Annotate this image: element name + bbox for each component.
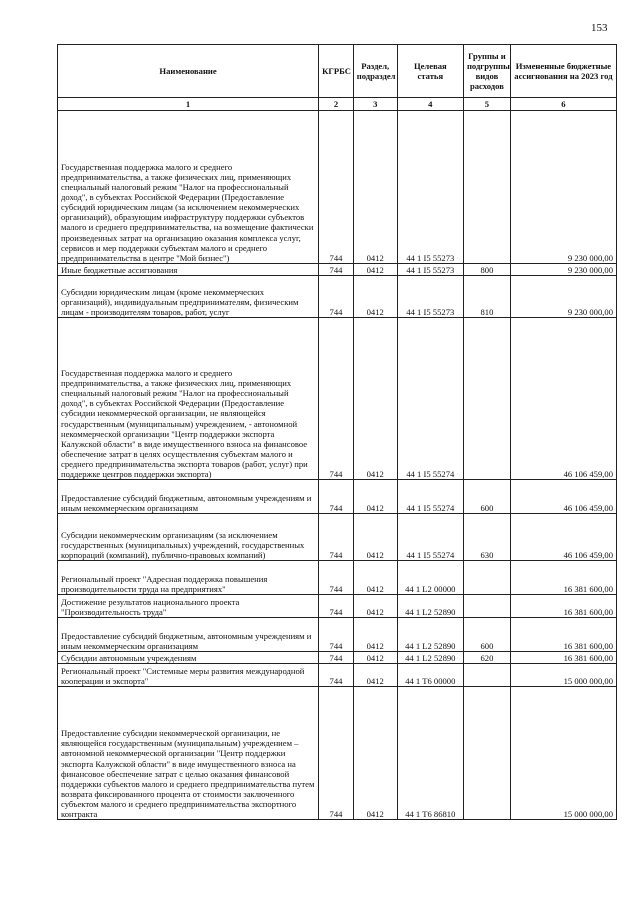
column-number: 4 — [397, 98, 463, 111]
column-number: 5 — [463, 98, 510, 111]
row-amount: 16 381 600,00 — [510, 561, 616, 595]
row-section: 0412 — [353, 111, 397, 264]
row-target-article: 44 1 L2 52890 — [397, 652, 463, 664]
row-expense-type: 620 — [463, 652, 510, 664]
row-amount: 46 106 459,00 — [510, 318, 616, 480]
row-section: 0412 — [353, 480, 397, 514]
row-kgrbs: 744 — [319, 652, 354, 664]
row-kgrbs: 744 — [319, 595, 354, 618]
row-expense-type: 810 — [463, 276, 510, 318]
row-target-article: 44 1 L2 52890 — [397, 618, 463, 652]
table-row — [58, 480, 617, 514]
row-expense-type: 800 — [463, 264, 510, 276]
row-expense-type: 600 — [463, 618, 510, 652]
row-expense-type — [463, 111, 510, 264]
row-name: Региональный проект "Системные меры развития международной кооперации и экспорта" — [58, 664, 319, 687]
row-target-article: 44 1 I5 55274 — [397, 514, 463, 561]
row-target-article: 44 1 T6 00000 — [397, 664, 463, 687]
row-expense-type: 630 — [463, 514, 510, 561]
row-kgrbs: 744 — [319, 664, 354, 687]
row-section: 0412 — [353, 652, 397, 664]
row-amount: 9 230 000,00 — [510, 264, 616, 276]
row-name: Иные бюджетные ассигнования — [58, 264, 319, 276]
row-name: Предоставление субсидии некоммерческой организации, не являющейся государственным (муниципальным) учреждением – автономной некоммерческой организации "Центр поддержки экспорта Калужской области" в виде имущественного взноса на финансовое обеспечение затрат с целью оказания финансовой поддержки субъектов малого и среднего предпринимательства путем возврата фиксированного процента от стоимости заключенного субъектом малого и среднего предпринимательства экспортного контракта — [58, 687, 319, 820]
column-number: 3 — [353, 98, 397, 111]
row-section: 0412 — [353, 687, 397, 820]
row-kgrbs: 744 — [319, 276, 354, 318]
row-target-article: 44 1 L2 52890 — [397, 595, 463, 618]
table-row — [58, 652, 617, 664]
table-row — [58, 514, 617, 561]
header-name: Наименование — [58, 45, 319, 98]
row-section: 0412 — [353, 595, 397, 618]
row-expense-type — [463, 687, 510, 820]
row-kgrbs: 744 — [319, 514, 354, 561]
row-section: 0412 — [353, 264, 397, 276]
row-name: Региональный проект "Адресная поддержка повышения производительности труда на предприятиях" — [58, 561, 319, 595]
row-amount: 16 381 600,00 — [510, 652, 616, 664]
table-row — [58, 618, 617, 652]
row-kgrbs: 744 — [319, 618, 354, 652]
budget-table — [57, 44, 617, 820]
header-target: Целевая статья — [397, 45, 463, 98]
row-target-article: 44 1 L2 00000 — [397, 561, 463, 595]
table-row — [58, 687, 617, 820]
row-amount: 46 106 459,00 — [510, 480, 616, 514]
row-name: Достижение результатов национального проекта "Производительность труда" — [58, 595, 319, 618]
row-name: Субсидии автономным учреждениям — [58, 652, 319, 664]
row-kgrbs: 744 — [319, 264, 354, 276]
row-section: 0412 — [353, 618, 397, 652]
row-section: 0412 — [353, 276, 397, 318]
row-target-article: 44 1 I5 55273 — [397, 264, 463, 276]
row-kgrbs: 744 — [319, 687, 354, 820]
table-row — [58, 595, 617, 618]
row-target-article: 44 1 I5 55274 — [397, 318, 463, 480]
row-kgrbs: 744 — [319, 561, 354, 595]
row-name: Государственная поддержка малого и среднего предпринимательства, а также физических лиц, применяющих специальный налоговый режим "Налог на профессиональный доход", в субъектах Российской Федерации (Предоставление субсидий юридическим лицам (за исключением некоммерческих организаций), образующим инфраструктуру поддержки субъектов малого и среднего предпринимательства, на возмещение фактически произведенных затрат на организацию оказания комплекса услуг, сервисов и мер поддержки субъектам малого и среднего предпринимательства в центре "Мой бизнес") — [58, 111, 319, 264]
row-target-article: 44 1 I5 55274 — [397, 480, 463, 514]
page-number: 153 — [591, 22, 608, 34]
row-expense-type — [463, 318, 510, 480]
row-target-article: 44 1 I5 55273 — [397, 276, 463, 318]
row-name: Государственная поддержка малого и среднего предпринимательства, а также физических лиц, применяющих специальный налоговый режим "Налог на профессиональный доход", в субъектах Российской Федерации (Предоставление субсидии некоммерческой организации, не являющейся государственным (муниципальным) учреждением, - автономной некоммерческой организации "Центр поддержки экспорта Калужской области" в виде имущественного взноса на финансовое обеспечение затрат в целях осуществления субъектам малого и среднего предпринимательства экспорта товаров (работ, услуг) при поддержке центров поддержки экспорта) — [58, 318, 319, 480]
row-name: Субсидии юридическим лицам (кроме некоммерческих организаций), индивидуальным предпринимателям, физическим лицам - производителям товаров, работ, услуг — [58, 276, 319, 318]
row-target-article: 44 1 T6 86810 — [397, 687, 463, 820]
row-kgrbs: 744 — [319, 480, 354, 514]
row-amount: 15 000 000,00 — [510, 687, 616, 820]
table-row — [58, 111, 617, 264]
row-section: 0412 — [353, 514, 397, 561]
row-section: 0412 — [353, 664, 397, 687]
table-row — [58, 561, 617, 595]
header-amount: Измененные бюджетные ассигнования на 2023 год — [510, 45, 616, 98]
row-amount: 16 381 600,00 — [510, 595, 616, 618]
row-expense-type — [463, 664, 510, 687]
header-expense-type: Группы и подгруппы видов расходов — [463, 45, 510, 98]
row-target-article: 44 1 I5 55273 — [397, 111, 463, 264]
row-kgrbs: 744 — [319, 111, 354, 264]
row-amount: 9 230 000,00 — [510, 276, 616, 318]
column-number: 6 — [510, 98, 616, 111]
row-section: 0412 — [353, 561, 397, 595]
row-expense-type — [463, 595, 510, 618]
table-row — [58, 664, 617, 687]
row-expense-type — [463, 561, 510, 595]
row-kgrbs: 744 — [319, 318, 354, 480]
row-section: 0412 — [353, 318, 397, 480]
table-row — [58, 264, 617, 276]
table-row — [58, 276, 617, 318]
row-amount: 16 381 600,00 — [510, 618, 616, 652]
column-number: 1 — [58, 98, 319, 111]
table-row — [58, 318, 617, 480]
header-section: Раздел, подраздел — [353, 45, 397, 98]
row-name: Предоставление субсидий бюджетным, автономным учреждениям и иным некоммерческим организациям — [58, 618, 319, 652]
column-number: 2 — [319, 98, 354, 111]
header-kgrbs: КГРБС — [319, 45, 354, 98]
row-expense-type: 600 — [463, 480, 510, 514]
row-name: Предоставление субсидий бюджетным, автономным учреждениям и иным некоммерческим организациям — [58, 480, 319, 514]
row-name: Субсидии некоммерческим организациям (за исключением государственных (муниципальных) учреждений, государственных корпораций (компаний), публично-правовых компаний) — [58, 514, 319, 561]
row-amount: 9 230 000,00 — [510, 111, 616, 264]
row-amount: 46 106 459,00 — [510, 514, 616, 561]
row-amount: 15 000 000,00 — [510, 664, 616, 687]
